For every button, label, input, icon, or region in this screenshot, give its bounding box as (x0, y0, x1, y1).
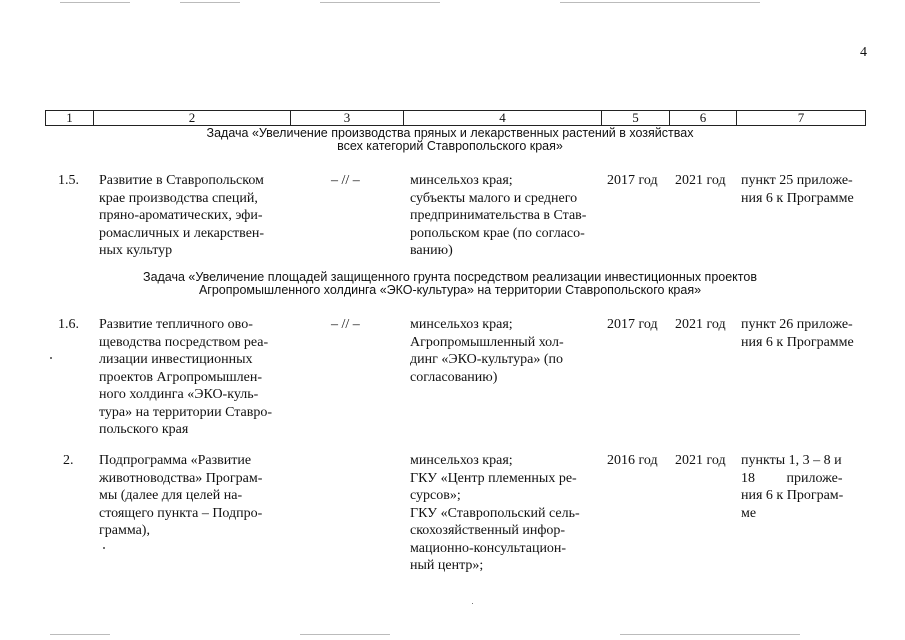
text-line: скохозяйственный инфор- (410, 523, 566, 538)
text-line: динг «ЭКО-культура» (по (410, 352, 563, 367)
header-col-7: 7 (736, 110, 866, 126)
row-name-cell (99, 452, 286, 540)
text-line: ный центр»; (410, 558, 484, 573)
text-line: пункты 1, 3 – 8 и (741, 453, 842, 468)
header-col-1: 1 (45, 110, 93, 126)
text-line: Развитие в Ставропольском (99, 173, 264, 188)
text-line: пункт 26 приложе- (741, 317, 853, 332)
end-year: 2021 год (675, 173, 726, 188)
ditto-mark: – // – (331, 317, 360, 332)
text-line: ния 6 к Программе (741, 334, 854, 350)
reference-cell (741, 452, 864, 522)
text-line: пряно-ароматических, эфи- (99, 208, 263, 223)
start-year: 2017 год (607, 173, 658, 188)
task-heading-line: Задача «Увеличение площадей защищенного грунта посредством реализации инвестиционных проектов (143, 270, 757, 284)
header-col-4: 4 (403, 110, 601, 126)
text-line: минсельхоз края; (410, 453, 513, 468)
task-heading-line: всех категорий Ставропольского края» (337, 139, 563, 153)
scan-speck (472, 603, 473, 604)
row-number: 2. (63, 453, 74, 468)
text-line: предпринимательства в Став- (410, 208, 587, 223)
text-line: 18 приложе- (741, 470, 843, 486)
scan-artifact (300, 634, 390, 635)
text-line: ропольском крае (по согласо- (410, 225, 585, 241)
header-col-6: 6 (669, 110, 736, 126)
header-col-3: 3 (290, 110, 403, 126)
text-line: мационно-консультацион- (410, 540, 567, 556)
reference-cell (741, 316, 866, 351)
scan-artifact (560, 2, 760, 3)
text-line: согласованию) (410, 369, 498, 385)
text-line: польского края (99, 422, 189, 437)
text-line: ного холдинга «ЭКО-куль- (99, 387, 259, 402)
row-number: 1.6. (58, 317, 79, 332)
text-line: минсельхоз края; (410, 173, 513, 188)
text-line: тура» на территории Ставро- (99, 404, 273, 420)
row-name-cell (99, 172, 291, 260)
text-line: ГКУ «Центр племенных ре- (410, 470, 577, 486)
task-heading-line: Агропромышленного холдинга «ЭКО-культура» на территории Ставропольского края» (198, 283, 702, 297)
text-line: лизации инвестиционных (99, 352, 253, 367)
executor-cell (410, 452, 595, 575)
executor-cell (410, 172, 600, 260)
text-line: Агропромышленный хол- (410, 334, 564, 350)
scan-artifact (320, 2, 440, 3)
task-heading-1 (60, 127, 840, 153)
text-line: крае производства специй, (99, 190, 258, 206)
text-line: стоящего пункта – Подпро- (99, 505, 263, 521)
scan-speck (103, 547, 105, 549)
task-heading-2 (40, 271, 860, 297)
start-year: 2016 год (607, 453, 658, 468)
header-col-2: 2 (93, 110, 290, 126)
text-line: сурсов»; (410, 488, 461, 503)
end-year: 2021 год (675, 453, 726, 468)
text-line: мы (далее для целей на- (99, 488, 243, 503)
text-line: животноводства» Програм- (99, 470, 263, 486)
scan-artifact (620, 634, 800, 635)
text-line: ГКУ «Ставропольский сель- (410, 505, 580, 521)
text-line: ме (741, 505, 757, 521)
text-line: щеводства посредством реа- (99, 334, 269, 350)
text-line: ромасличных и лекарствен- (99, 225, 265, 241)
scan-speck (50, 357, 52, 359)
page-number: 4 (860, 45, 867, 60)
end-year: 2021 год (675, 317, 726, 332)
text-line: ния 6 к Програм- (741, 488, 844, 503)
scan-artifact (180, 2, 240, 3)
text-line: ния 6 к Программе (741, 190, 854, 206)
text-line: пункт 25 приложе- (741, 173, 853, 188)
row-number: 1.5. (58, 173, 79, 188)
text-line: грамма), (99, 523, 150, 538)
reference-cell (741, 172, 866, 207)
text-line: проектов Агропромышлен- (99, 369, 263, 385)
text-line: субъекты малого и среднего (410, 190, 578, 206)
header-col-5: 5 (601, 110, 669, 126)
text-line: Подпрограмма «Развитие (99, 453, 252, 468)
scan-artifact (50, 634, 110, 635)
start-year: 2017 год (607, 317, 658, 332)
text-line: Развитие тепличного ово- (99, 317, 253, 332)
ditto-mark: – // – (331, 173, 360, 188)
row-name-cell (99, 316, 291, 439)
text-line: минсельхоз края; (410, 317, 513, 332)
text-line: ванию) (410, 243, 453, 258)
executor-cell (410, 316, 600, 386)
task-heading-line: Задача «Увеличение производства пряных и лекарственных растений в хозяйствах (206, 126, 694, 140)
scan-artifact (60, 2, 130, 3)
text-line: ных культур (99, 243, 173, 258)
